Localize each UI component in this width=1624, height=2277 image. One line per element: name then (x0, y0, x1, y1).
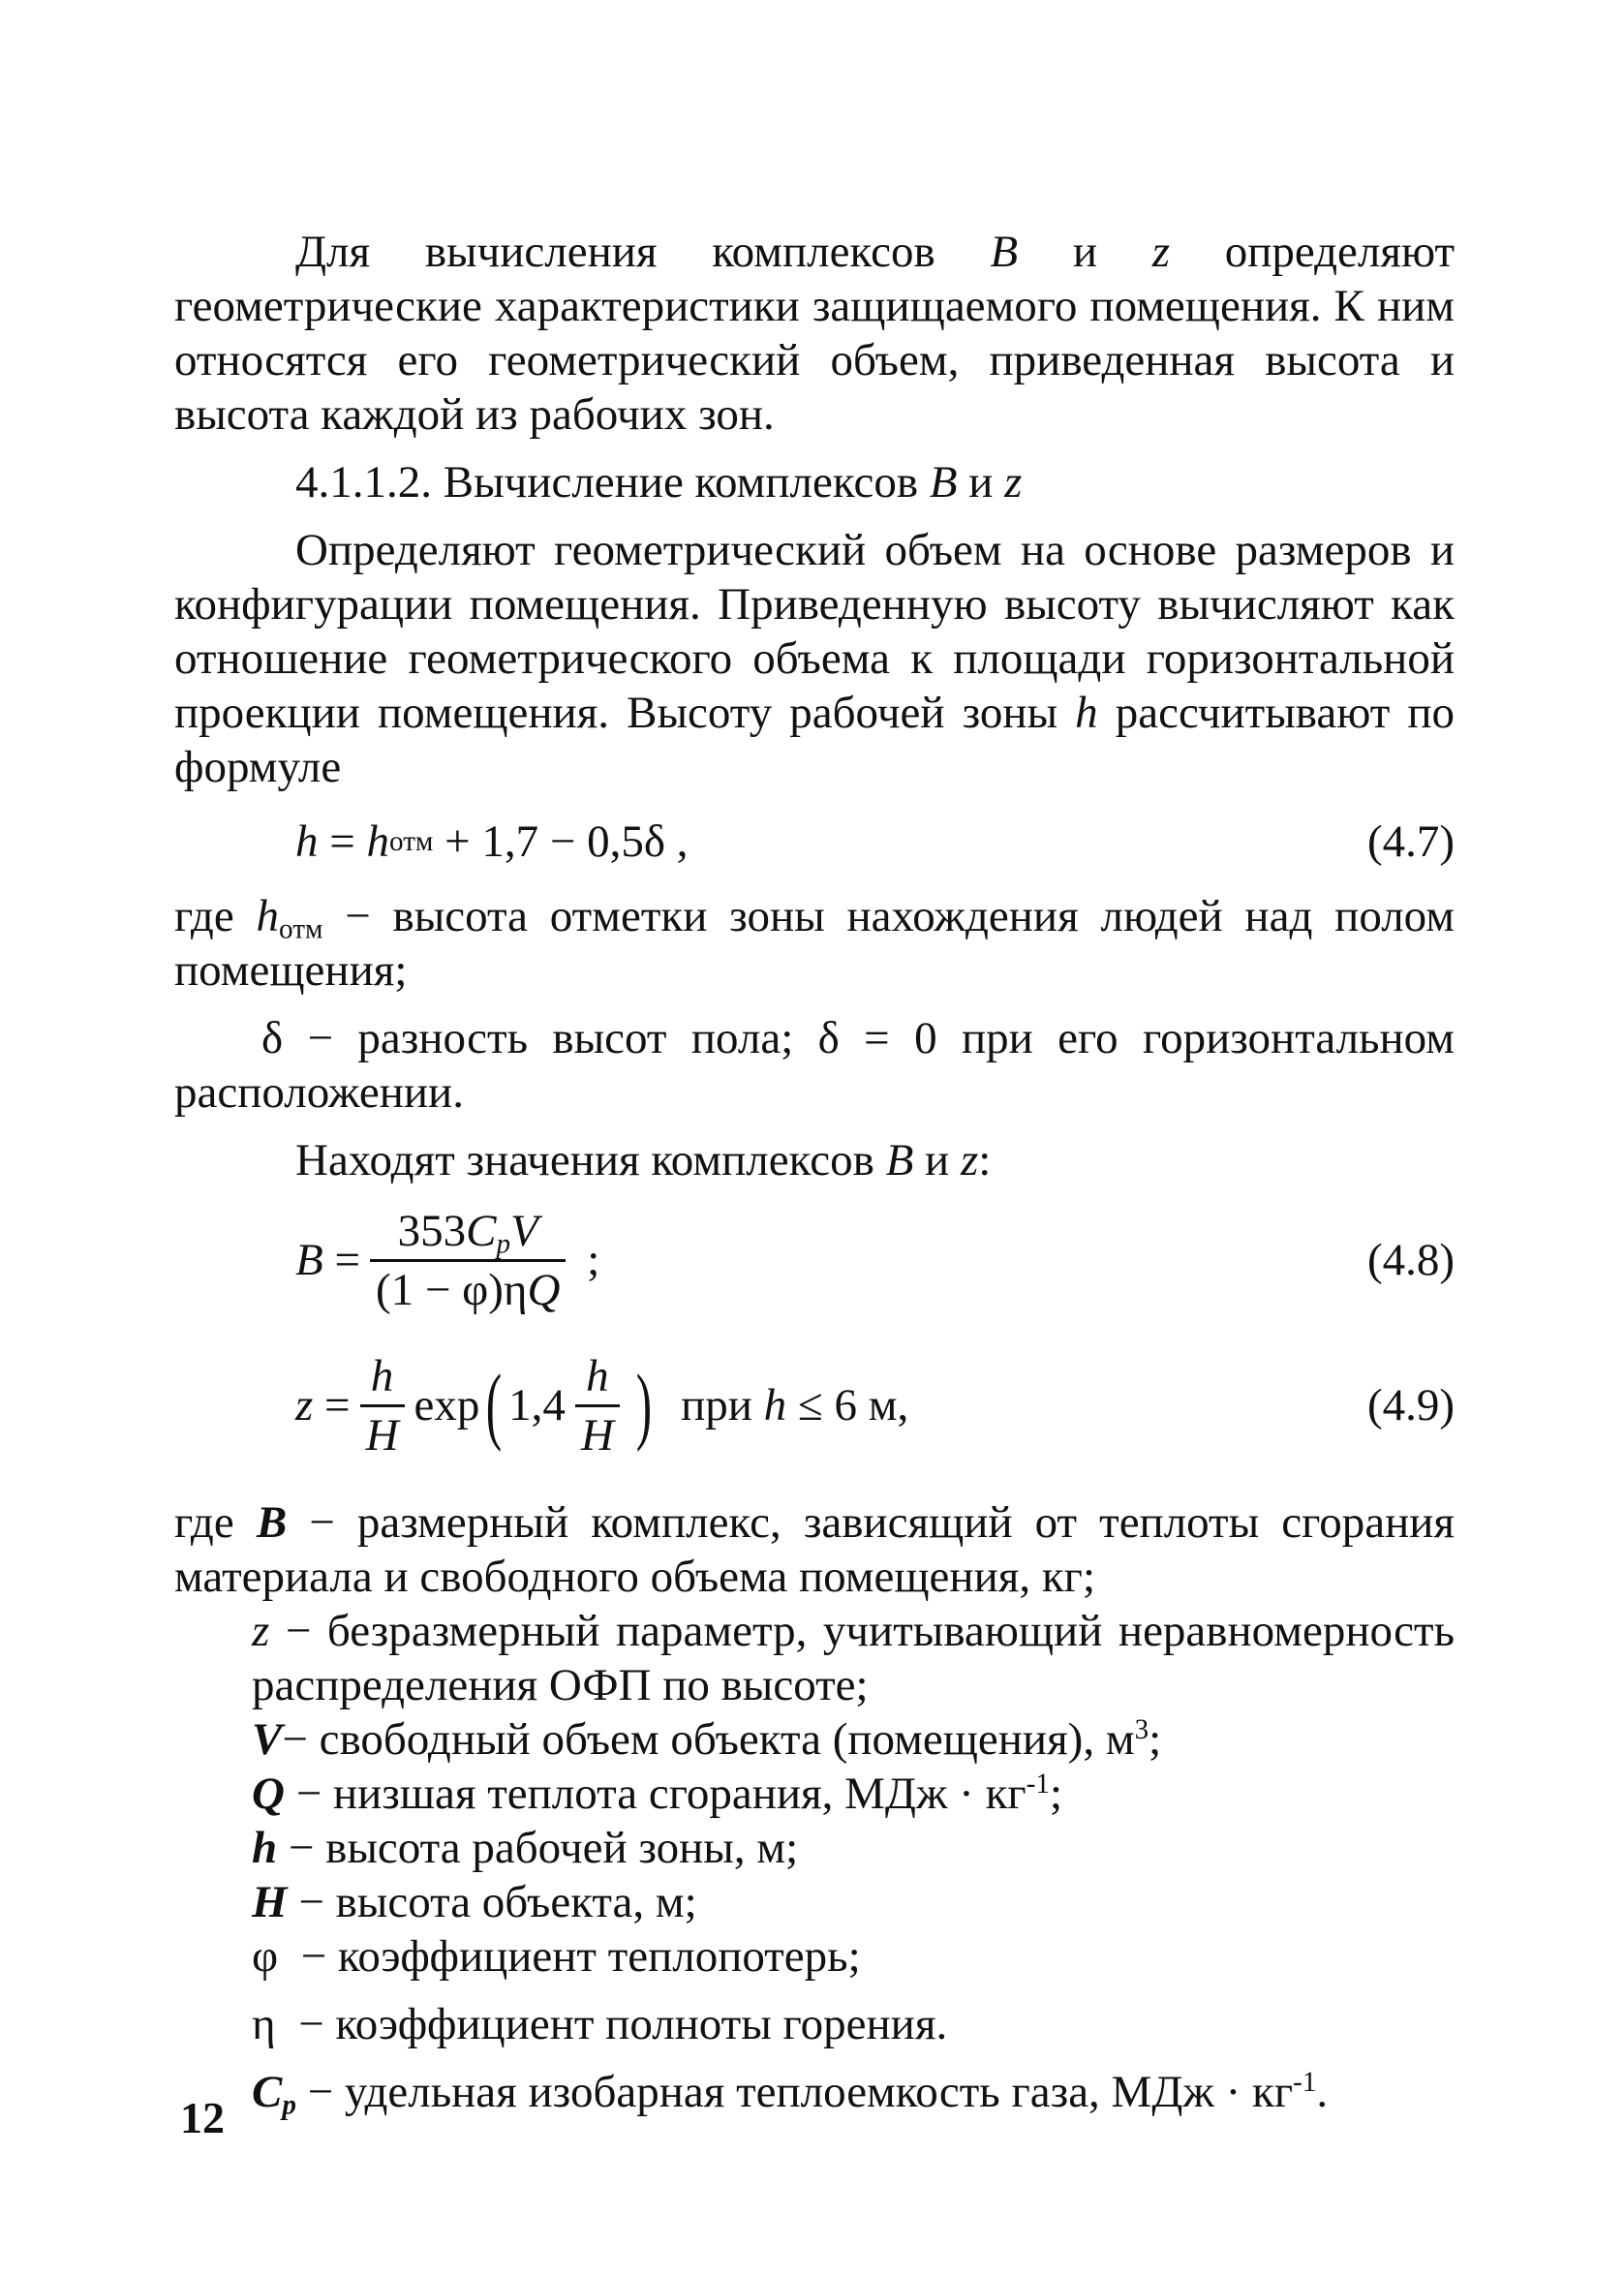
paragraph-where-hotm: где $h_{отм}$ − высота отметки зоны нахождения людей над полом помещения; (174, 891, 1455, 996)
fraction-B-numerator: $353C_pV$ (397, 1205, 538, 1259)
fraction-h-over-H: $\frac{h}{H}$ (360, 1352, 405, 1460)
equation-4-7 (295, 808, 1455, 876)
paragraph-intro: Для вычисления комплексов B и z определяют геометрические характеристики защищаемого помещения. К ним относятся его геометрический объем, приведенная высота и высота каждой из рабочих зон. (174, 227, 1455, 440)
definitions-list (174, 1495, 1455, 2119)
paragraph-delta: δ − разность высот пола; δ = 0 при его горизонтальном расположении. (174, 1013, 1455, 1118)
definition-Cp: $C_p$ − удельная изобарная теплоемкость газа, МДж · $кг^{-1}$. (252, 2066, 1329, 2121)
page-number: 12 (180, 2093, 225, 2142)
section-heading: 4.1.1.2. Вычисление комплексов B и z (295, 457, 1023, 508)
equation-4-9 (295, 1333, 1455, 1478)
formula-4-8: B = $\frac{353C_pV}{(1 - \varphi)\eta Q}$ ; (295, 1205, 600, 1315)
equation-number-4-8: (4.8) (1366, 1235, 1455, 1285)
definition-h: h − высота рабочей зоны, м; (252, 1823, 799, 1873)
fraction-B-denominator: (1 − φ)ηQ (370, 1259, 566, 1314)
right-paren: ) (635, 1357, 652, 1454)
equation-number-4-9: (4.9) (1366, 1380, 1455, 1431)
equation-4-8 (295, 1187, 1455, 1333)
definition-z: z − безразмерный параметр, учитывающий неравномерность распределения ОФП по высоте; (252, 1606, 1455, 1710)
definition-V: V− свободный объем объекта (помещения), $м^3$; (252, 1713, 1162, 1765)
equation-number-4-7: (4.7) (1366, 816, 1455, 867)
paragraph-volume: Определяют геометрический объем на основе размеров и конфигурации помещения. Приведенную высоту вычисляют как отношение геометрического объема к площади горизонтальной проекции помещения. Высоту рабочей зоны h рассчитывают по формуле (174, 525, 1455, 792)
definition-B: где B − размерный комплекс, зависящий от теплоты сгорания материала и свободного объема помещения, кг; (174, 1497, 1455, 1602)
definition-H: H − высота объекта, м; (252, 1877, 697, 1927)
definition-Q: Q − низшая теплота сгорания, МДж · $кг^{-1}$; (252, 1768, 1063, 1819)
left-paren: ( (486, 1357, 503, 1454)
definition-phi: φ − коэффициент теплопотерь; (252, 1931, 861, 1982)
fraction-h-over-H-exponent: $\frac{h}{H}$ (575, 1352, 620, 1460)
page-content (174, 225, 1455, 2119)
formula-4-7: h = h отм + 1,7 − 0,5δ , (295, 816, 689, 867)
formula-4-9: z = $\frac{h}{H}$ exp ( 1,4 $\frac{h}{H}$ ) при h ≤ 6 м, (295, 1350, 909, 1461)
fraction-B (370, 1207, 566, 1314)
definition-eta: η − коэффициент полноты горения. (252, 1999, 948, 2049)
paragraph-find-values: Находят значения комплексов B и z: (295, 1135, 992, 1185)
